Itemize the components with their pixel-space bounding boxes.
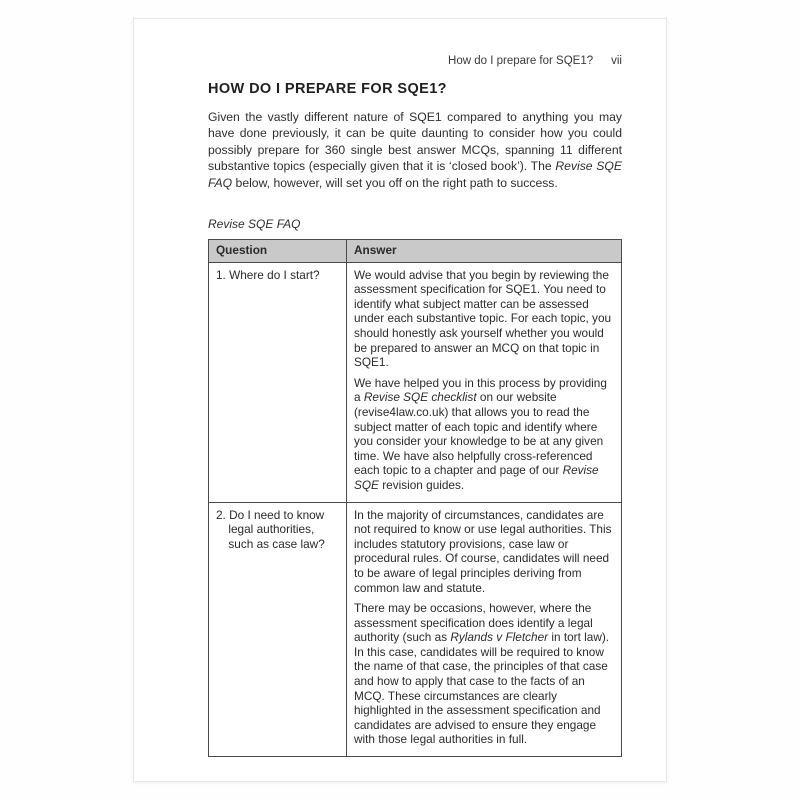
faq-table [208,239,622,757]
answer-2-p2-text-2: in tort law). In this case, candidates will be required to know the name of that case, the principles of that case and how to apply that case to the facts of an MCQ. These circumstances are clearly highlighted in the assessment specification and candidates are advised to ensure they engage with those legal authorities in full. [354,630,610,747]
answer-1-p2-italic-1: Revise SQE checklist [363,390,477,405]
page-number: vii [611,55,622,67]
intro-paragraph [208,109,622,191]
book-page [133,18,667,782]
section-title: HOW DO I PREPARE FOR SQE1? [208,81,447,97]
question-cell-1 [209,262,347,502]
answer-1-paragraph-1: We would advise that you begin by reviewing the assessment specification for SQE1. You need to identify what subject matter can be assessed under each substantive topic. For each topic, you should honestly ask yourself whether you would be prepared to answer an MCQ on that topic in SQE1. [354,267,612,370]
table-caption: Revise SQE FAQ [208,217,301,232]
answer-cell-2 [347,502,622,757]
question-text-2: 2. Do I need to know legal authorities, such as case law? [216,507,325,551]
table-header-row [209,240,622,263]
header-cell-question: Question [209,240,347,263]
answer-1-p2-text-2: on our website (revise4law.co.uk) that allows you to read the subject matter of each topic and identify where you consider your knowledge to be at any given time. We have also helpfully cross-referenced each topic to a chapter and page of our [354,390,604,478]
running-header-title: How do I prepare for SQE1? [448,55,594,67]
answer-2-p2-italic-1: Rylands v Fletcher [450,630,549,645]
answer-1-p2-text-1: We have helped you in this process by providing a [354,375,607,405]
answer-2-paragraph-1: In the majority of circumstances, candidates are not required to know or use legal authorities. This includes statutory provisions, case law or procedural rules. Of course, candidates will need to be aware of legal principles deriving from common law and statute. [354,507,612,595]
answer-1-paragraph-2 [354,376,614,493]
table-row-2 [209,502,622,757]
answer-2-paragraph-2 [354,601,614,747]
running-header [208,55,622,67]
table-row-1 [209,262,622,502]
answer-1-p2-italic-2: Revise SQE [354,463,599,492]
answer-2-p2-text-1: There may be occasions, however, where the assessment specification does identify a legal authority (such as [354,601,593,645]
question-cell-2 [209,502,347,757]
intro-text-3: below, however, will set you off on the right path to success. [232,175,558,190]
question-text-1: 1. Where do I start? [216,267,320,282]
header-cell-answer: Answer [347,240,622,263]
answer-1-p2-text-3: revision guides. [378,477,465,492]
answer-cell-1 [347,262,622,502]
intro-text-1: Given the vastly different nature of SQE1 compared to anything you may have done previously, it can be quite daunting to consider how you could possibly prepare for 360 single best answer MCQs, spanning 11 different substantive topics (especially given that it is ‘closed book’). The [208,110,622,174]
intro-text-italic: Revise SQE FAQ [208,159,622,190]
